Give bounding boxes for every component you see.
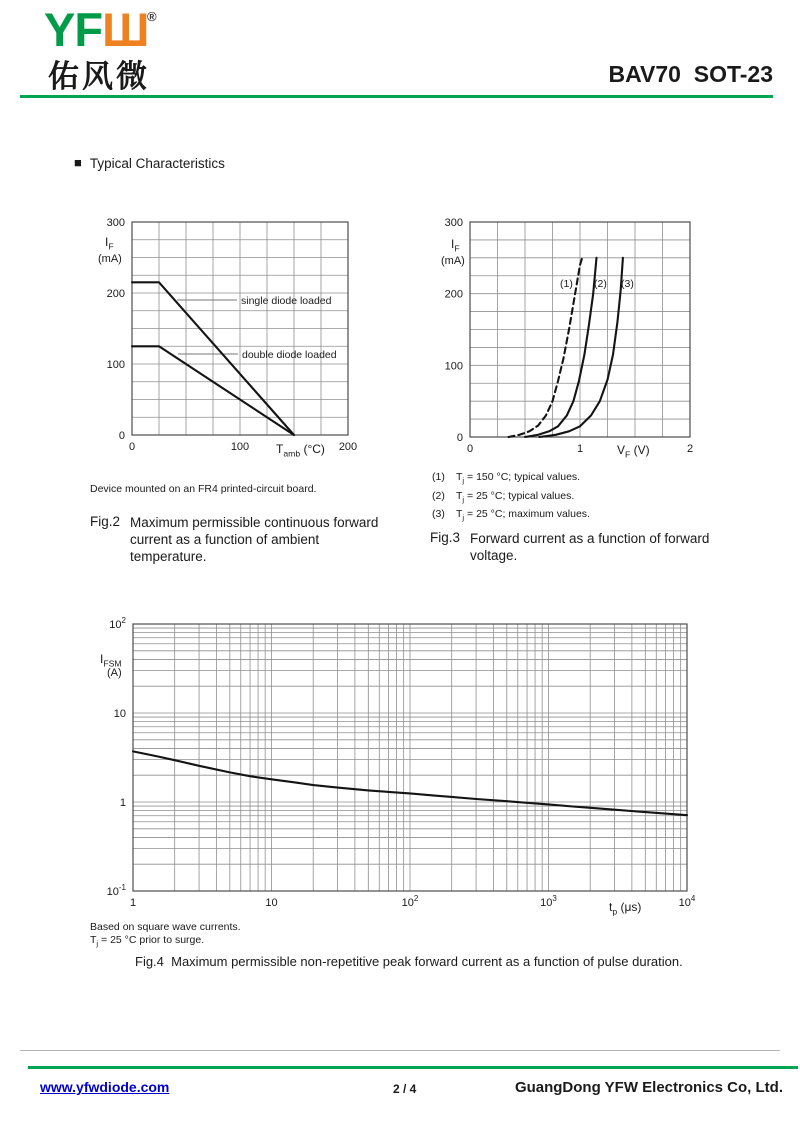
svg-text:1: 1 xyxy=(576,443,584,455)
fig2-chart xyxy=(85,205,365,465)
fig4-note-1: Based on square wave currents. xyxy=(90,921,241,933)
svg-text:(2): (2) xyxy=(594,278,607,290)
section-heading xyxy=(74,156,225,171)
svg-text:104: $10^4$ xyxy=(678,894,696,909)
svg-text:(3): (3) xyxy=(621,278,634,290)
svg-text:300: 300 xyxy=(106,217,125,229)
logo-w-glyph: Ш xyxy=(102,3,149,56)
fig4-y-axis-unit: (A) xyxy=(107,667,122,679)
svg-text:single diode loaded: single diode loaded xyxy=(241,295,332,307)
svg-text:103: $10^3$ xyxy=(540,894,557,909)
svg-text:100: 100 xyxy=(230,441,250,453)
fig2-y-axis-label: $I_F$ xyxy=(105,235,114,252)
section-title: Typical Characteristics xyxy=(89,156,225,171)
logo-yf-text: YF xyxy=(44,3,103,56)
svg-text:100: 100 xyxy=(106,359,125,371)
svg-text:0: 0 xyxy=(456,432,463,444)
svg-text:10: 10 xyxy=(265,897,278,909)
company-logo xyxy=(44,3,149,56)
fig3-y-axis-unit: (mA) xyxy=(441,255,465,267)
svg-text:(1): (1) xyxy=(560,278,573,290)
svg-text:1: 1 xyxy=(129,897,137,909)
fig3-x-axis-label: $V_F$ (V) xyxy=(617,443,650,460)
svg-text:0: 0 xyxy=(128,441,136,453)
fig3-chart xyxy=(430,205,710,465)
fig3-note-1: (1) $T_j = 150$ °C; typical values. xyxy=(432,471,581,486)
fig2-x-axis-label: $T_{amb}$ (°C) xyxy=(276,442,325,459)
registered-trademark-icon: ® xyxy=(147,9,157,24)
svg-text:10-1: $10^{-1}$ xyxy=(106,883,126,898)
svg-text:0: 0 xyxy=(118,430,125,442)
website-link[interactable]: www.yfwdiode.com xyxy=(40,1079,170,1095)
fig3-caption-tag: Fig.3 xyxy=(430,530,461,545)
svg-text:200: 200 xyxy=(444,288,463,301)
fig3-y-axis-label: $I_F$ xyxy=(451,237,460,254)
page-number: 2 / 4 xyxy=(393,1082,417,1096)
fig3-caption: Forward current as a function of forward voltage. xyxy=(470,531,710,563)
fig4-note-2: $T_j = 25$ °C prior to surge. xyxy=(90,934,205,949)
fig4-chart xyxy=(95,610,710,910)
footer-thin-rule xyxy=(20,1050,780,1051)
footer-rule xyxy=(28,1066,798,1069)
fig2-note: Device mounted on an FR4 printed-circuit board. xyxy=(90,483,317,495)
fig4-caption: Fig.4 Maximum permissible non-repetitive peak forward current as a function of pulse duration. xyxy=(135,954,683,969)
section-bullet-icon: ■ xyxy=(74,155,82,170)
svg-text:1: 1 xyxy=(119,797,126,809)
svg-text:200: 200 xyxy=(338,441,358,453)
svg-text:300: 300 xyxy=(444,217,463,229)
svg-text:102: $10^2$ xyxy=(401,894,419,909)
fig2-caption-tag: Fig.2 xyxy=(90,514,121,529)
fig2-caption: Maximum permissible continuous forward current as a function of ambient temperature. xyxy=(130,515,379,564)
fig2-y-axis-unit: (mA) xyxy=(98,253,122,265)
fig3-note-3: (3) $T_j = 25$ °C; maximum values. xyxy=(432,508,590,523)
fig3-note-2: (2) $T_j = 25$ °C; typical values. xyxy=(432,489,575,504)
svg-text:10: 10 xyxy=(113,708,126,720)
company-name: GuangDong YFW Electronics Co, Ltd. xyxy=(514,1079,783,1096)
logo-chinese-name: 佑风微 xyxy=(48,59,150,95)
fig3-notes xyxy=(432,470,590,526)
svg-text:100: 100 xyxy=(444,360,463,373)
svg-text:102: $10^2$ xyxy=(109,616,126,631)
svg-text:2: 2 xyxy=(686,443,694,455)
fig4-x-axis-label: $t_p$ (μs) xyxy=(609,900,642,917)
doc-title: BAV70 SOT-23 xyxy=(608,61,773,87)
svg-text:200: 200 xyxy=(106,288,125,300)
fig4-y-axis-label: $I_{FSM}$ xyxy=(100,652,122,669)
header-rule xyxy=(20,95,773,98)
svg-text:double diode loaded: double diode loaded xyxy=(242,349,337,361)
svg-text:0: 0 xyxy=(466,443,474,455)
